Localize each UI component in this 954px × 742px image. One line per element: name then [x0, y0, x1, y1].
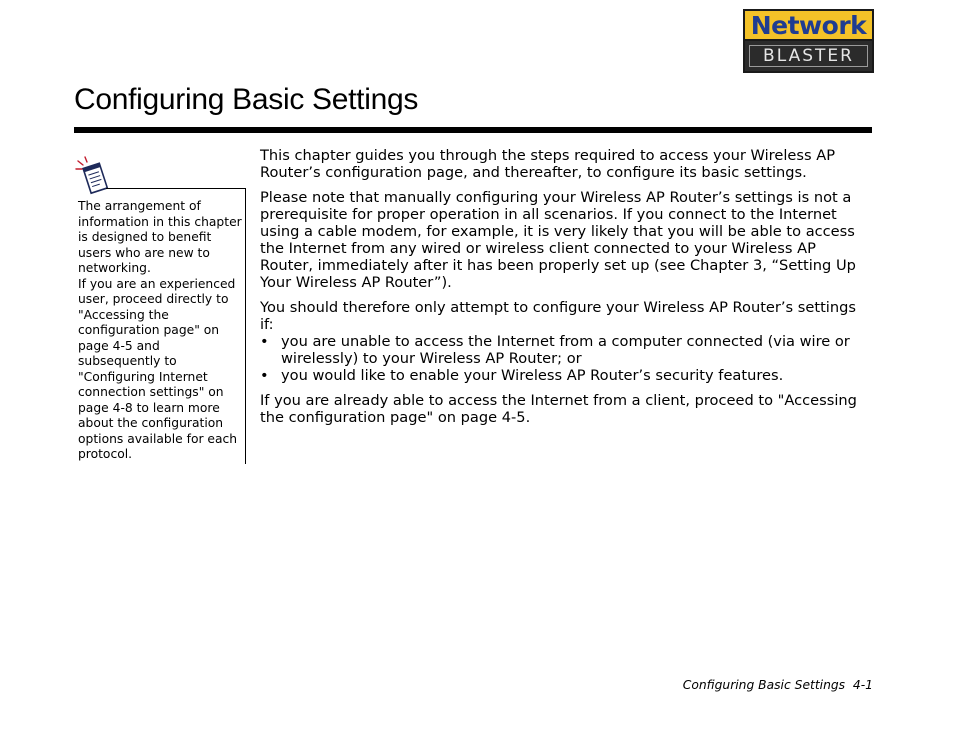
bullet-icon: • [260, 333, 269, 350]
note-paragraph: The arrangement of information in this chapter is designed to benefit users who are new to networking. [78, 199, 242, 275]
sidebar-note [78, 199, 244, 463]
body-paragraph: Please note that manually configuring your Wireless AP Router’s settings is not a prerequisite for proper operation in all scenarios. If you connect to the Internet using a cable modem, for example, it is very likely that you will be able to access the Internet from any wired or wireless client connected to your Wireless AP Router, immediately after it has been properly set up (see Chapter 3, “Setting Up Your Wireless AP Router”). [260, 189, 856, 291]
body-text [260, 147, 872, 434]
footer-section-name: Configuring Basic Settings [682, 678, 846, 692]
logo-word-blaster: BLASTER [763, 45, 854, 66]
list-item [260, 367, 872, 384]
note-top-rule [106, 188, 246, 189]
network-blaster-logo [743, 9, 874, 73]
body-paragraph: This chapter guides you through the steps required to access your Wireless AP Router’s configuration page, and thereafter, to configure its basic settings. [260, 147, 835, 181]
notepad-icon [74, 155, 110, 195]
list-item-text: you are unable to access the Internet from a computer connected (via wire or wirelessly) to your Wireless AP Router; or [281, 333, 850, 367]
page-title: Configuring Basic Settings [74, 83, 419, 116]
list-item [260, 333, 872, 367]
logo-bottom-band [743, 39, 874, 73]
condition-list [260, 333, 872, 384]
body-paragraph: You should therefore only attempt to configure your Wireless AP Router’s settings if: [260, 299, 856, 333]
page-footer [600, 678, 873, 692]
footer-page-number: 4-1 [852, 678, 873, 692]
logo-top-band [743, 9, 874, 39]
note-side-rule [245, 188, 246, 464]
body-paragraph: If you are already able to access the Internet from a client, proceed to "Accessing the configuration page" on page 4-5. [260, 392, 857, 426]
note-paragraph: If you are an experienced user, proceed directly to "Accessing the configuration page" on page 4-5 and subsequently to "Configuring Internet connection settings" on page 4-8 to learn more about the configuration options available for each protocol. [78, 276, 238, 461]
bullet-icon: • [260, 367, 269, 384]
logo-word-network: Network [750, 10, 867, 40]
list-item-text: you would like to enable your Wireless AP Router’s security features. [281, 367, 784, 384]
title-rule [74, 127, 872, 133]
